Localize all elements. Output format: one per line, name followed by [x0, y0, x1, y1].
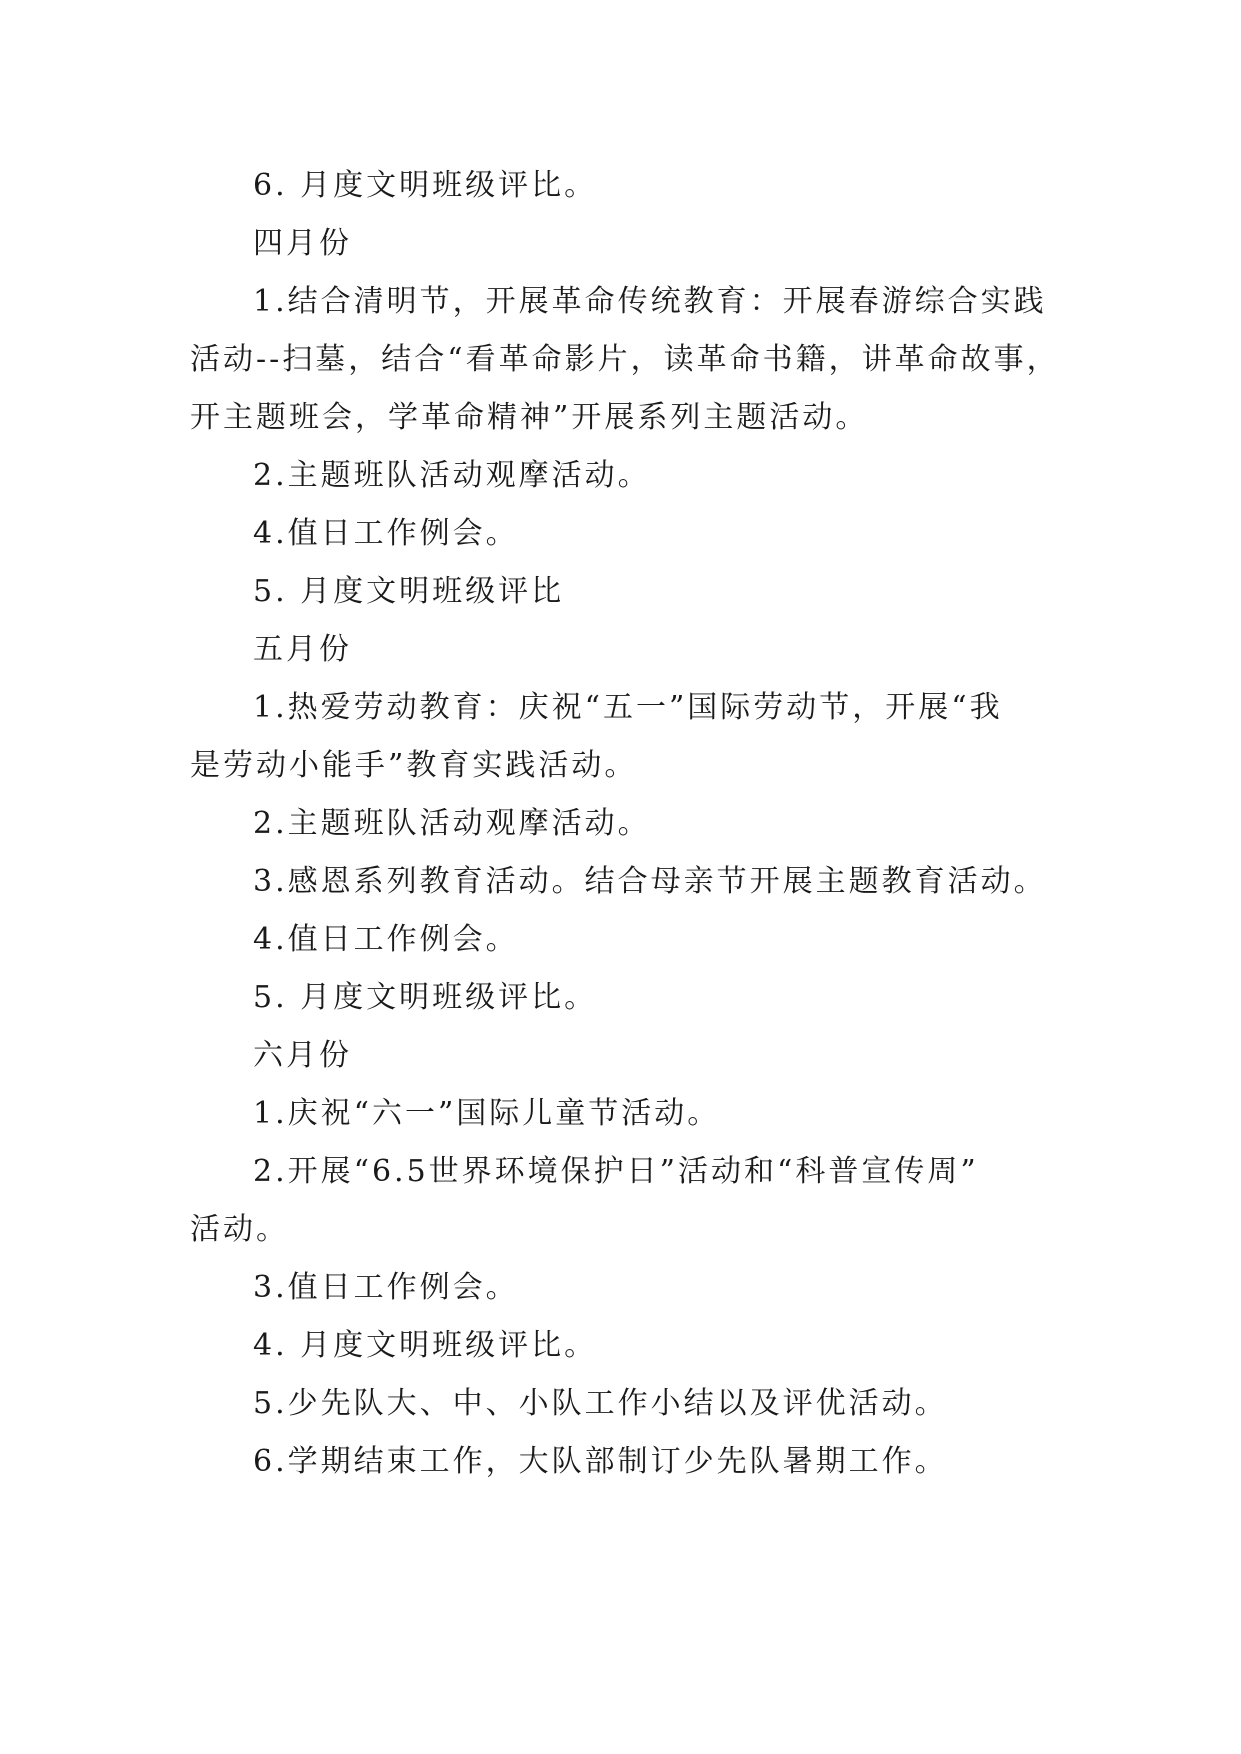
month-heading-june: 六月份 — [253, 1038, 352, 1073]
plan-item: 2.开展“6.5世界环境保护日”活动和“科普宣传周” — [253, 1154, 979, 1189]
plan-item: 3.值日工作例会。 — [253, 1270, 519, 1305]
plan-item: 4.值日工作例会。 — [253, 516, 519, 551]
plan-item: 4.值日工作例会。 — [253, 922, 519, 957]
plan-item: 5.少先队大、中、小队工作小结以及评优活动。 — [253, 1386, 948, 1421]
month-heading-april: 四月份 — [253, 226, 352, 261]
plan-item: 1.结合清明节，开展革命传统教育：开展春游综合实践 — [253, 284, 1047, 319]
plan-item: 1.庆祝“六一”国际儿童节活动。 — [253, 1096, 721, 1131]
plan-item: 2.主题班队活动观摩活动。 — [253, 458, 651, 493]
plan-item: 4. 月度文明班级评比。 — [253, 1328, 598, 1363]
plan-item-continuation: 活动。 — [190, 1212, 289, 1247]
month-heading-may: 五月份 — [253, 632, 352, 667]
plan-item: 5. 月度文明班级评比 — [253, 574, 565, 609]
plan-item: 6.学期结束工作，大队部制订少先队暑期工作。 — [253, 1444, 948, 1479]
plan-item: 2.主题班队活动观摩活动。 — [253, 806, 651, 841]
plan-item: 1.热爱劳动教育：庆祝“五一”国际劳动节，开展“我 — [253, 690, 1003, 725]
plan-item: 6. 月度文明班级评比。 — [253, 168, 598, 203]
plan-item: 3.感恩系列教育活动。结合母亲节开展主题教育活动。 — [253, 864, 1047, 899]
plan-item-continuation: 开主题班会，学革命精神”开展系列主题活动。 — [190, 400, 869, 435]
plan-item-continuation: 活动--扫墓，结合“看革命影片，读革命书籍，讲革命故事， — [190, 342, 1060, 377]
plan-item: 5. 月度文明班级评比。 — [253, 980, 598, 1015]
plan-item-continuation: 是劳动小能手”教育实践活动。 — [190, 748, 638, 783]
